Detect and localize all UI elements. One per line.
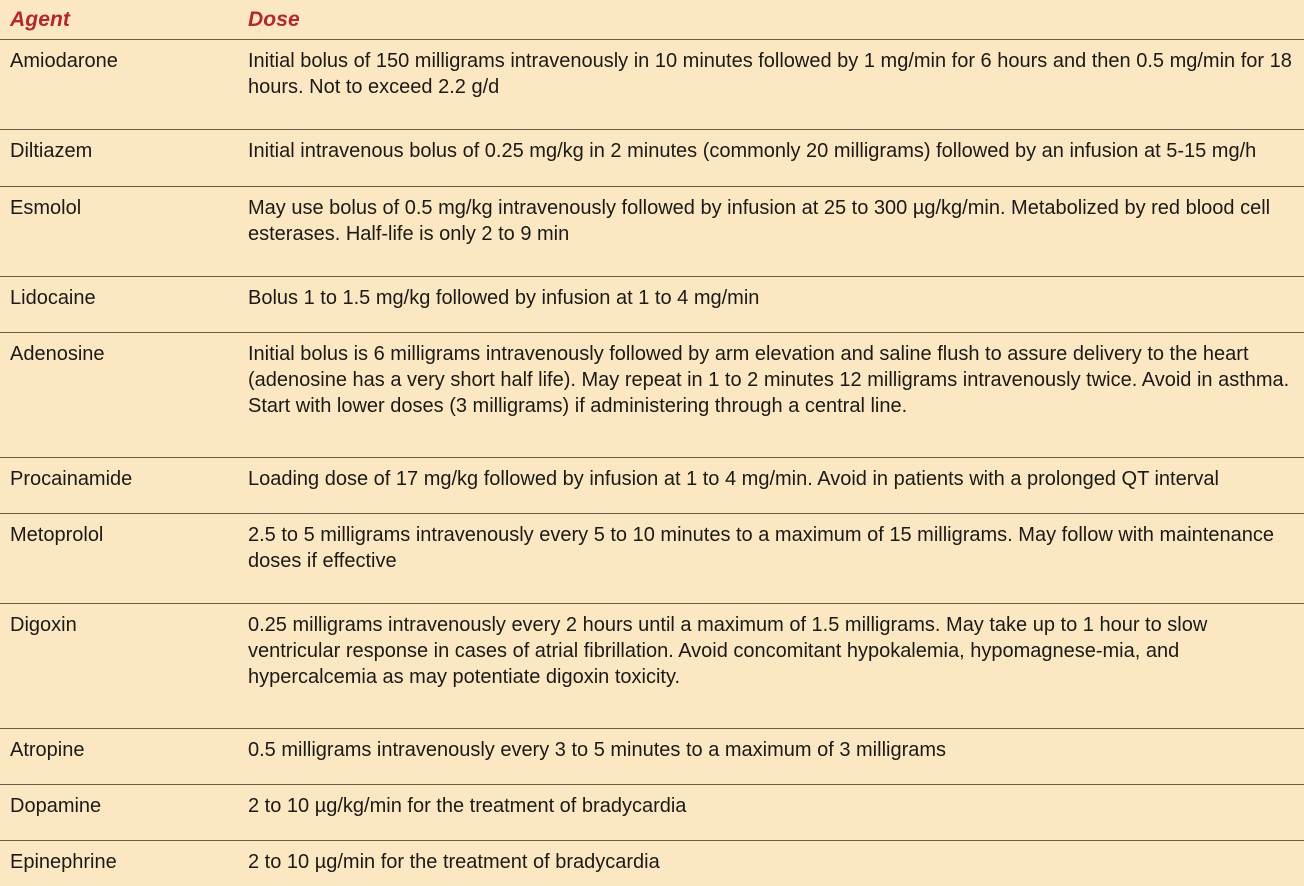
agent-cell: Amiodarone xyxy=(10,50,118,72)
dose-column-header: Dose xyxy=(248,7,300,31)
table-row xyxy=(0,276,1304,332)
dose-cell: 2.5 to 5 milligrams intravenously every 5 to 10 minutes to a maximum of 15 milligrams. May follow with maintenance doses if effective xyxy=(236,513,1304,603)
agent-cell: Epinephrine xyxy=(0,841,236,886)
agent-cell: Procainamide xyxy=(0,457,236,513)
table-row xyxy=(0,841,1304,886)
dose-cell: Initial intravenous bolus of 0.25 mg/kg in 2 minutes (commonly 20 milligrams) followed by an infusion at 5-15 mg/h xyxy=(236,130,1304,186)
agent-cell: Adenosine xyxy=(0,333,236,457)
dose-cell: 0.5 milligrams intravenously every 3 to 5 minutes to a maximum of 3 milligrams xyxy=(236,728,1304,784)
table-row xyxy=(0,784,1304,840)
table-row xyxy=(0,457,1304,513)
dose-cell: 0.25 milligrams intravenously every 2 hours until a maximum of 1.5 milligrams. May take up to 1 hour to slow ventricular response in cases of atrial fibrillation. Avoid concomitant hypokalemia, hypomagnese-mia, and hypercalcemia as may potentiate digoxin toxicity. xyxy=(236,604,1304,728)
agent-cell: Esmolol xyxy=(0,186,236,276)
agent-cell: Dopamine xyxy=(0,784,236,840)
table-body xyxy=(0,40,1304,886)
table-row xyxy=(0,130,1304,186)
dose-cell: Loading dose of 17 mg/kg followed by infusion at 1 to 4 mg/min. Avoid in patients with a prolonged QT interval xyxy=(236,457,1304,513)
agent-cell: Atropine xyxy=(0,728,236,784)
table-row xyxy=(0,186,1304,276)
dose-cell: Bolus 1 to 1.5 mg/kg followed by infusion at 1 to 4 mg/min xyxy=(236,276,1304,332)
table-row xyxy=(0,604,1304,728)
table-row xyxy=(0,333,1304,457)
dose-cell: Initial bolus is 6 milligrams intravenously followed by arm elevation and saline flush to assure delivery to the heart (adenosine has a very short half life). May repeat in 1 to 2 minutes 12 milligrams intravenously twice. Avoid in asthma. Start with lower doses (3 milligrams) if administering through a central line. xyxy=(236,333,1304,457)
agent-cell: Digoxin xyxy=(0,604,236,728)
dose-cell: 2 to 10 µg/kg/min for the treatment of bradycardia xyxy=(236,784,1304,840)
agent-cell: Metoprolol xyxy=(0,513,236,603)
agent-cell: Diltiazem xyxy=(0,130,236,186)
agent-cell: Lidocaine xyxy=(0,276,236,332)
table-row xyxy=(0,40,1304,130)
agent-column-header: Agent xyxy=(10,7,70,31)
dose-cell: 2 to 10 µg/min for the treatment of bradycardia xyxy=(236,841,1304,886)
table-row xyxy=(0,728,1304,784)
dose-cell: May use bolus of 0.5 mg/kg intravenously followed by infusion at 25 to 300 µg/kg/min. Metabolized by red blood cell esterases. Half-life is only 2 to 9 min xyxy=(236,186,1304,276)
dose-cell: Initial bolus of 150 milligrams intravenously in 10 minutes followed by 1 mg/min for 6 hours and then 0.5 mg/min for 18 hours. Not to exceed 2.2 g/d xyxy=(248,50,1292,98)
table-row xyxy=(0,513,1304,603)
table-header-row xyxy=(0,0,1304,40)
